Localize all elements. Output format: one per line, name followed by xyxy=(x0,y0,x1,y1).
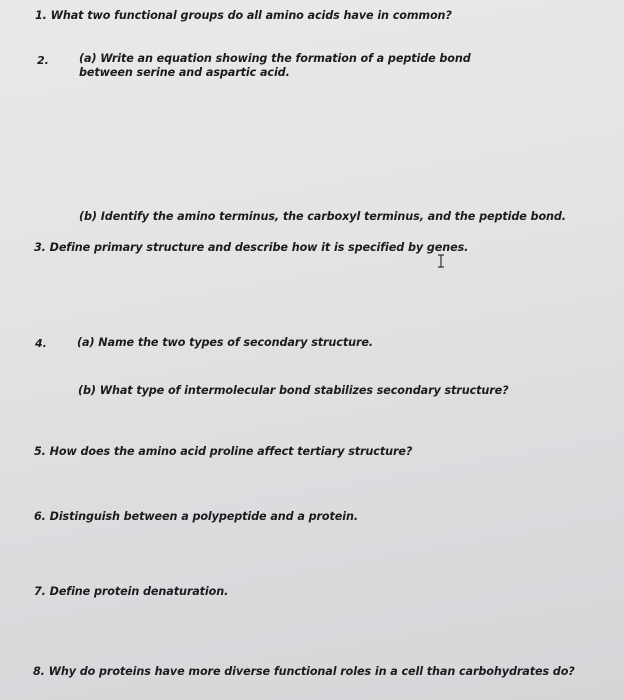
question-4a: (a) Name the two types of secondary structure. xyxy=(77,336,373,349)
question-4-number: 4. xyxy=(35,337,47,350)
question-8: 8. Why do proteins have more diverse functional roles in a cell than carbohydrates do? xyxy=(33,665,575,678)
question-5: 5. How does the amino acid proline affect tertiary structure? xyxy=(34,445,413,458)
question-2b: (b) Identify the amino terminus, the carboxyl terminus, and the peptide bond. xyxy=(79,210,566,223)
question-4b: (b) What type of intermolecular bond stabilizes secondary structure? xyxy=(78,384,509,397)
question-6: 6. Distinguish between a polypeptide and a protein. xyxy=(34,510,358,523)
question-3: 3. Define primary structure and describe how it is specified by genes. xyxy=(34,241,469,254)
text-cursor-icon xyxy=(437,254,445,268)
question-1: 1. What two functional groups do all amino acids have in common? xyxy=(35,9,452,22)
question-7: 7. Define protein denaturation. xyxy=(34,585,229,598)
question-2a: (a) Write an equation showing the formation of a peptide bond between serine and aspartic acid. xyxy=(79,52,471,79)
question-2-number: 2. xyxy=(37,54,49,67)
